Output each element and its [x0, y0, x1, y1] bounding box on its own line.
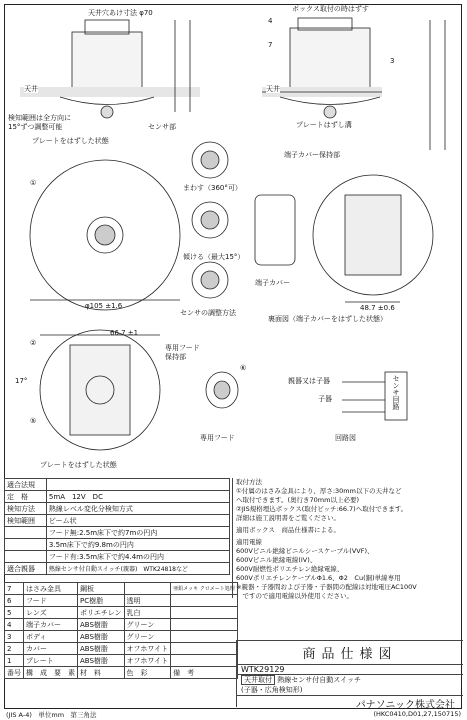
label-7: 7 — [268, 41, 273, 49]
installed-view — [40, 330, 160, 450]
rotate-label: まわす（360°可） — [183, 184, 242, 192]
tilt-label: 傾ける（最大15°） — [183, 253, 245, 261]
dim-487: 48.7 ±0.6 — [360, 304, 395, 312]
wire-title: 適用電線 — [236, 538, 262, 546]
footer-left: (JIS A-4) 単位mm 第三角法 — [6, 711, 97, 719]
terminal-cover-holder: 端子カバー保持部 — [284, 151, 340, 159]
parts-table: 7 はさみ金具 鋼板 亜鉛メッキ クロメート処理 6 フード PC樹脂 透明 5 レンズ ポリエチレン 乳白 4 端子カバー ABS樹脂 グリーン 3 ボディ ABS樹脂 グリーン 2 カバー ABS樹脂 オフホワイト 1 プレート ABS樹脂 オフホワイト 番号 構 成 要 素 材 料 色 彩 備 考 — [4, 582, 238, 679]
mount-2b: 詳細は施工説明書をご覧ください。 — [236, 514, 340, 522]
circuit-title: 回路図 — [335, 434, 356, 442]
spec-left-table: 適合法規 定 格 5mA 12V DC 検知方法 熱線レベル変化分検知方式 検知範囲 ビーム状 フード無:2.5m床下で約7mの円内 3.5m床下で約9.8mの円内 フード有:3.5m床下で約4.4mの円内 適合親器 熱線センサ付自動スイッチ(親器) WTK24818など — [4, 478, 230, 575]
sensor-circuit: センサ回路 — [392, 375, 400, 410]
side-view-left — [20, 20, 200, 118]
terminal-cover: 端子カバー — [255, 279, 290, 287]
mount-badge: 天井取付 — [241, 675, 275, 685]
wire-2: 600V耐燃性ポリエチレン絶縁電線、 — [236, 565, 344, 573]
mount-title: 取付方法 — [236, 478, 262, 486]
box-title: 適用ボックス — [236, 526, 275, 534]
mount-1: ①付属のはさみ金具により、厚さ:30mm以下の天井など — [236, 487, 402, 495]
hood-title: 専用フード — [200, 434, 235, 442]
spec-right — [232, 478, 466, 598]
side-view-right — [262, 18, 445, 150]
label-3: 3 — [390, 57, 395, 65]
dim-667: 66.7 ±1 — [110, 329, 139, 337]
hood-holder-1: 専用フード — [165, 344, 200, 352]
label-4: 4 — [268, 17, 273, 25]
hood-view — [206, 372, 238, 408]
front-view-circle — [30, 160, 180, 310]
sensor-adjust-title: センサの調整方法 — [180, 309, 236, 317]
angle-17: 17° — [15, 377, 28, 385]
hood-holder-2: 保持部 — [165, 353, 186, 361]
box-note: ボックス取付の時はずす — [292, 5, 369, 13]
note-1: ※親器・子器間および子器・子器間の配線は対地電圧AC100V — [236, 583, 417, 591]
title-block — [236, 640, 463, 711]
ceiling-hole-label: 天井穴あけ寸法 φ70 — [88, 9, 153, 17]
rear-view-title: 裏面図（端子カバーをはずした状態） — [268, 315, 387, 323]
plate-removed-top: プレートをはずした状態 — [32, 137, 109, 145]
circuit-parent: 親器又は子器 — [288, 377, 330, 385]
sensor-label: センサ部 — [148, 123, 176, 131]
product-name-2: (子器・広角検知形) — [241, 686, 303, 694]
detect-range-1: 検知範囲は全方向に — [8, 114, 71, 122]
circuit-child: 子器 — [318, 395, 332, 403]
label-1: ① — [30, 179, 37, 187]
label-2: ② — [30, 339, 37, 347]
dim-105: φ105 ±1.6 — [85, 302, 123, 310]
ceiling-right: 天井 — [266, 85, 280, 93]
ceiling-left: 天井 — [24, 85, 38, 93]
wire-3: 600VポリエチレンケーブルΦ1.6、Φ2 Cu(銅)単線専用 — [236, 574, 401, 582]
mount-1b: へ取付できます。(奥行き70mm以上必要) — [236, 496, 359, 504]
company-name: パナソニック株式会社 — [237, 695, 463, 711]
wire-0: 600Vビニル絶縁ビニルシースケーブル(VVF)、 — [236, 547, 374, 555]
sensor-adjust-views — [192, 142, 228, 298]
plate-removed-lower: プレートをはずした状態 — [40, 461, 117, 469]
mount-2: ②JIS規格埋込ボックス(取付ピッチ:66.7)へ取付できます。 — [236, 505, 408, 513]
detect-range-2: 15°ずつ調整可能 — [8, 123, 63, 131]
product-name-1: 熱線センサ付自動スイッチ — [277, 676, 361, 684]
note-2: ですので適用電線以外使用ください。 — [236, 592, 353, 600]
plate-groove: プレートはずし溝 — [296, 121, 352, 129]
label-6: ⑥ — [240, 364, 247, 372]
label-5: ⑤ — [30, 417, 37, 425]
box-val: 商品仕様書による。 — [281, 526, 340, 534]
wire-1: 600Vビニル絶縁電線(IV)、 — [236, 556, 317, 564]
doc-title: 商品仕様図 — [302, 647, 398, 662]
model-number: WTK29129 — [237, 664, 463, 674]
footer-right: (HKC0410,D01,27,150715) — [373, 710, 461, 718]
